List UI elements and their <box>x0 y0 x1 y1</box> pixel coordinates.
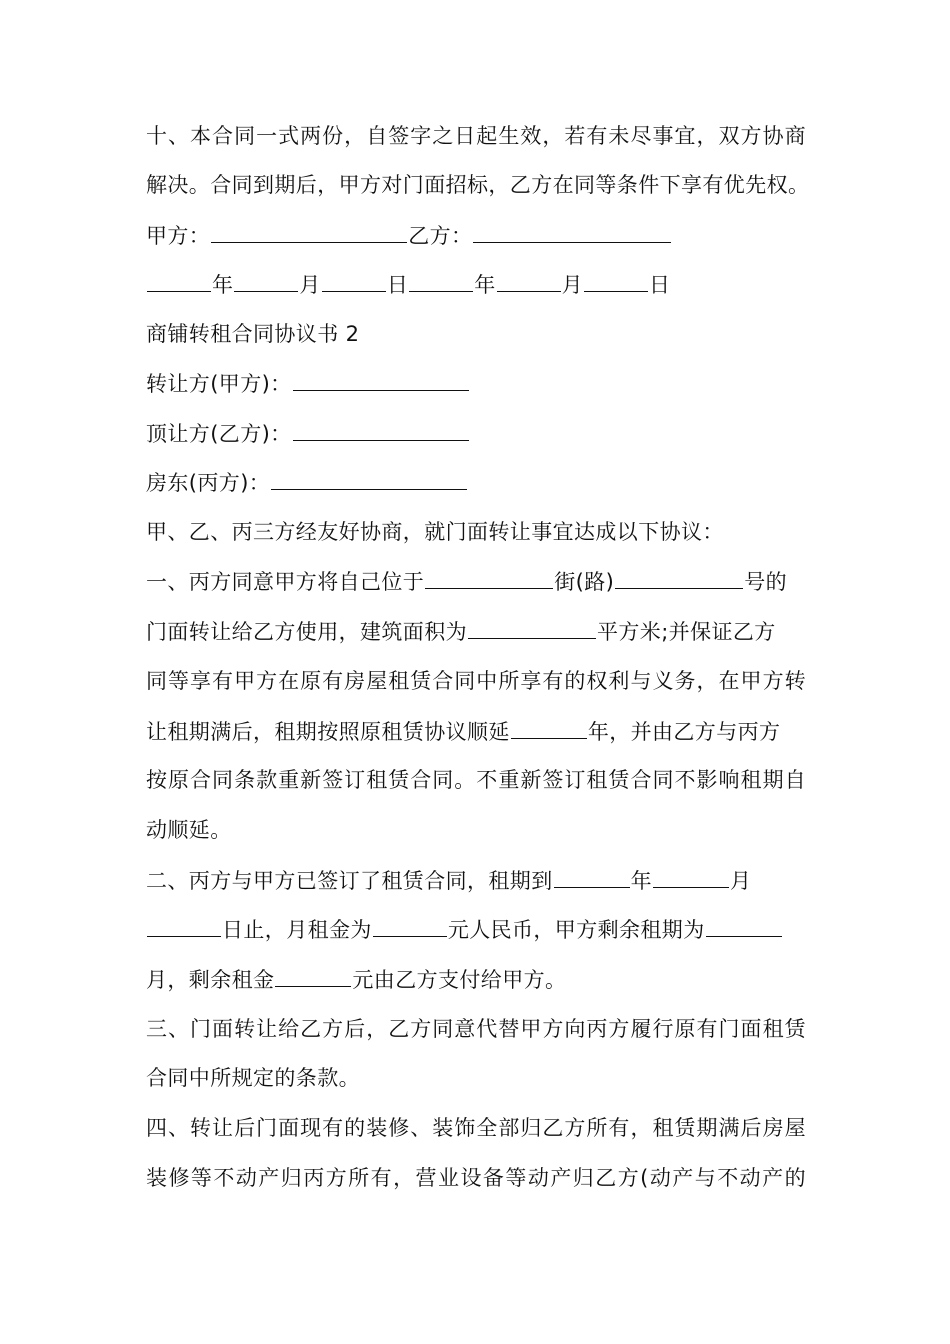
party-a-signature-blank[interactable] <box>211 220 407 243</box>
clause-1-line-3 <box>146 666 806 696</box>
landlord-blank[interactable] <box>271 467 467 490</box>
party-b-signature-blank[interactable] <box>473 220 671 243</box>
clause-1-line-6 <box>146 815 806 845</box>
day-label: 日 <box>386 273 409 297</box>
remaining-rent-blank[interactable] <box>275 964 351 987</box>
transferor-line <box>146 368 806 399</box>
transferee-label: 顶让方(乙方)： <box>146 422 292 446</box>
year-blank[interactable] <box>409 269 473 292</box>
day-label: 日 <box>649 273 671 297</box>
text-segment: 动顺延。 <box>146 818 232 842</box>
section-title <box>146 319 806 349</box>
transferor-label: 转让方(甲方)： <box>146 372 292 396</box>
signature-date-line <box>146 269 806 300</box>
clause-1-line-1 <box>146 566 806 597</box>
text-segment: 一、丙方同意甲方将自己位于 <box>146 570 425 594</box>
clause-4-line-1 <box>146 1113 806 1143</box>
text-segment: 年，并由乙方与丙方 <box>587 720 781 744</box>
text-segment: 二、丙方与甲方已签订了租赁合同，租期到 <box>146 869 553 893</box>
transferee-blank[interactable] <box>293 418 469 441</box>
text-segment: 四、转让后门面现有的装修、装饰全部归乙方所有，租赁期满后房屋 <box>146 1116 806 1140</box>
lease-end-year-blank[interactable] <box>554 865 630 888</box>
party-a-label: 甲方： <box>146 224 211 248</box>
text-segment: 平方米;并保证乙方 <box>597 620 776 644</box>
clause-1-line-4 <box>146 716 806 747</box>
clause-1-line-2 <box>146 616 806 647</box>
clause-2-line-3 <box>146 964 806 995</box>
landlord-line <box>146 467 806 498</box>
clause-3-line-2 <box>146 1063 806 1093</box>
signature-party-line <box>146 220 806 251</box>
number-blank[interactable] <box>615 566 743 589</box>
text-segment: 装修等不动产归丙方所有，营业设备等动产归乙方(动产与不动产的 <box>146 1166 806 1190</box>
clause-2-line-2 <box>146 914 806 945</box>
party-b-label: 乙方： <box>408 224 473 248</box>
text-segment: 月，剩余租金 <box>146 968 275 992</box>
year-label: 年 <box>212 273 234 297</box>
text-segment: 甲、乙、丙三方经友好协商，就门面转让事宜达成以下协议： <box>146 520 724 544</box>
clause-10-line-1 <box>146 121 806 151</box>
text-segment: 元人民币，甲方剩余租期为 <box>447 918 705 942</box>
text-segment: 门面转让给乙方使用，建筑面积为 <box>146 620 467 644</box>
text-segment: 解决。合同到期后，甲方对门面招标，乙方在同等条件下享有优先权。 <box>146 173 810 197</box>
year-label: 年 <box>474 273 496 297</box>
text-segment: 同等享有甲方在原有房屋租赁合同中所享有的权利与义务，在甲方转 <box>146 669 806 693</box>
text-segment: 十、本合同一式两份，自签字之日起生效，若有未尽事宜，双方协商 <box>146 124 806 148</box>
monthly-rent-blank[interactable] <box>373 914 447 937</box>
transferor-blank[interactable] <box>293 368 469 391</box>
transferee-line <box>146 418 806 449</box>
text-segment: 合同中所规定的条款。 <box>146 1066 360 1090</box>
clause-10-line-2 <box>146 170 810 200</box>
text-segment: 街(路) <box>554 570 615 594</box>
clause-4-line-2 <box>146 1163 806 1193</box>
section-title-text: 商铺转租合同协议书 2 <box>146 322 360 346</box>
text-segment: 元由乙方支付给甲方。 <box>352 968 567 992</box>
clause-3-line-1 <box>146 1014 806 1044</box>
lease-end-month-blank[interactable] <box>653 865 729 888</box>
year-blank[interactable] <box>147 269 211 292</box>
landlord-label: 房东(丙方)： <box>146 471 271 495</box>
remaining-term-blank[interactable] <box>706 914 782 937</box>
day-blank[interactable] <box>584 269 648 292</box>
lease-end-day-blank[interactable] <box>147 914 221 937</box>
text-segment: 年 <box>630 869 653 893</box>
text-segment: 三、门面转让给乙方后，乙方同意代替甲方向丙方履行原有门面租赁 <box>146 1017 806 1041</box>
text-segment: 日止，月租金为 <box>222 918 372 942</box>
text-segment: 月 <box>730 869 752 893</box>
text-segment: 号的 <box>744 570 788 594</box>
text-segment: 让租期满后，租期按照原租赁协议顺延 <box>146 720 510 744</box>
text-segment: 按原合同条款重新签订租赁合同。不重新签订租赁合同不影响租期自 <box>146 768 806 792</box>
month-label: 月 <box>561 273 584 297</box>
day-blank[interactable] <box>322 269 386 292</box>
clause-1-line-5 <box>146 765 806 795</box>
area-blank[interactable] <box>468 616 596 639</box>
street-blank[interactable] <box>425 566 553 589</box>
agreement-intro <box>146 517 806 547</box>
month-label: 月 <box>299 273 321 297</box>
month-blank[interactable] <box>234 269 298 292</box>
extension-years-blank[interactable] <box>511 716 587 739</box>
month-blank[interactable] <box>497 269 561 292</box>
clause-2-line-1 <box>146 865 806 896</box>
